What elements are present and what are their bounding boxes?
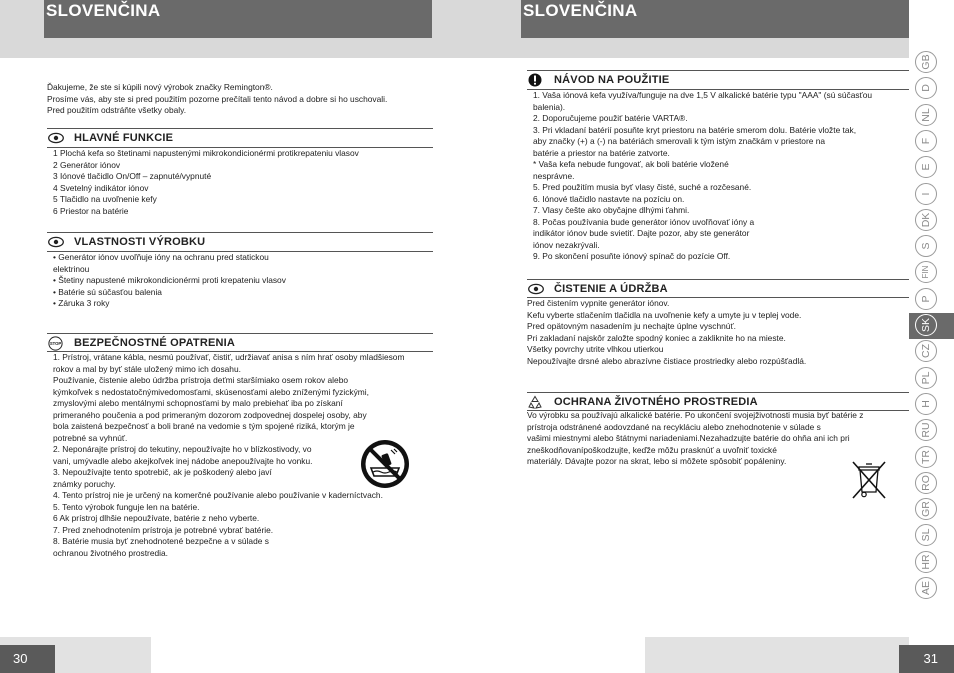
list-item: známky poruchy. bbox=[53, 478, 116, 489]
language-tab-label: S bbox=[920, 242, 932, 250]
language-tab-dk[interactable] bbox=[909, 208, 954, 234]
language-tab-h[interactable] bbox=[909, 392, 954, 418]
language-tab-ae[interactable] bbox=[909, 576, 954, 602]
environment-text bbox=[527, 410, 863, 468]
list-item: 6. Iónové tlačidlo nastavte na pozíciu on. bbox=[533, 193, 685, 204]
list-item: • Záruka 3 roky bbox=[53, 298, 110, 308]
language-tab-label: D bbox=[920, 84, 932, 93]
list-item: vani, umývadle alebo akejkoľvek inej nádobe anepoužívajte ho vonku. bbox=[53, 455, 313, 466]
footer-band bbox=[645, 637, 909, 673]
list-item: 4 Svetelný indikátor iónov bbox=[53, 182, 149, 193]
language-tab-ru[interactable] bbox=[909, 418, 954, 444]
section-title: BEZPEČNOSTNÉ OPATRENIA bbox=[74, 337, 236, 349]
language-tab-label: SL bbox=[920, 528, 932, 542]
list-item: 1. Vaša iónová kefa využíva/funguje na dve 1,5 V alkalické batérie typu "AAA" (sú súčasťou bbox=[533, 90, 873, 100]
paragraph-line: vašimi miestnymi alebo štátnymi nariadeniami.Nezahadzujte batérie do ohňa ani ich pri bbox=[527, 433, 850, 443]
list-item: ochranou životného prostredia. bbox=[53, 547, 168, 558]
weee-bin-icon bbox=[850, 460, 888, 500]
list-item: Všetky povrchy utrite vlhkou utierkou bbox=[527, 344, 664, 354]
stop-icon-text: STOP bbox=[49, 341, 62, 347]
section-header-features bbox=[47, 128, 433, 146]
intro-text bbox=[47, 82, 387, 117]
list-item: batérie a priestor na batérie zatvorte. bbox=[533, 147, 670, 158]
list-item: 6 Ak prístroj dlhšie nepoužívate, batérie z neho vyberte. bbox=[53, 513, 260, 523]
list-item: Pred čistením vypnite generátor iónov. bbox=[527, 298, 670, 308]
language-tab-label: NL bbox=[920, 107, 932, 122]
language-tab-label: SK bbox=[920, 318, 932, 333]
section-header-properties bbox=[47, 232, 433, 250]
page-number: 31 bbox=[923, 651, 938, 666]
safety-list bbox=[53, 352, 404, 559]
properties-list bbox=[53, 252, 286, 310]
right-page bbox=[477, 0, 954, 673]
list-item: 5. Pred použitím musia byť vlasy čisté, suché a rozčesané. bbox=[533, 182, 752, 192]
list-item: • Generátor iónov uvoľňuje ióny na ochranu pred statickou bbox=[53, 252, 269, 262]
language-tab-label: E bbox=[920, 163, 932, 171]
list-item: 7. Pred znehodnotením prístroja je potrebné vybrať batérie. bbox=[53, 524, 274, 535]
list-item: 2. Neponárajte prístroj do tekutiny, nepoužívajte ho v blízkostivody, vo bbox=[53, 444, 312, 454]
language-tab-label: RU bbox=[920, 422, 932, 438]
recycle-icon bbox=[528, 395, 542, 409]
list-item: Kefu vyberte stlačením tlačidla na uvoľnenie kefy a umyte ju v teplej vode. bbox=[527, 309, 802, 320]
list-item: rokov a mal by byť stále uložený mimo ich dosahu. bbox=[53, 363, 241, 374]
list-item: zmyslovými alebo mentálnymi schopnosťami by malo prebiehať iba po získaní bbox=[53, 398, 343, 408]
list-item: 8. Počas používania bude generátor iónov uvoľňovať ióny a bbox=[533, 216, 755, 227]
paragraph-line: prístroja odstránené aodovzdané na recykláciu alebo znehodnotenie v súlade s bbox=[527, 421, 821, 432]
page-title: SLOVENČINA bbox=[46, 1, 161, 20]
list-item: 5. Tento výrobok funguje len na batérie. bbox=[53, 501, 200, 512]
section-title: ČISTENIE A ÚDRŽBA bbox=[554, 283, 668, 295]
language-tab-gr[interactable] bbox=[909, 497, 954, 523]
list-item: 4. Tento prístroj nie je určený na komerčné používanie alebo používanie v kaderníctvach. bbox=[53, 490, 383, 500]
eye-icon bbox=[48, 132, 64, 144]
list-item: * Vaša kefa nebude fungovať, ak boli batérie vložené bbox=[533, 159, 729, 169]
cleaning-list bbox=[527, 298, 806, 367]
language-tab-label: TR bbox=[920, 449, 932, 464]
list-item: elektrinou bbox=[53, 263, 90, 274]
language-tab-pl[interactable] bbox=[909, 366, 954, 392]
info-icon bbox=[528, 73, 542, 87]
language-tab-sl[interactable] bbox=[909, 523, 954, 549]
eye-icon bbox=[48, 236, 64, 248]
page-number: 30 bbox=[13, 651, 28, 666]
language-tab-f[interactable] bbox=[909, 129, 954, 155]
language-tab-label: FIN bbox=[921, 265, 930, 279]
page-title-bar bbox=[521, 0, 909, 38]
list-item: 9. Po skončení posuňte iónový spínač do pozície Off. bbox=[533, 251, 731, 261]
section-header-safety bbox=[47, 333, 433, 351]
instructions-list bbox=[533, 90, 872, 263]
page-number-box bbox=[0, 645, 55, 673]
language-tab-s[interactable] bbox=[909, 234, 954, 260]
list-item: 8. Batérie musia byť znehodnotené bezpečne a v súlade s bbox=[53, 536, 269, 546]
language-tab-cz[interactable] bbox=[909, 339, 954, 365]
language-tab-e[interactable] bbox=[909, 155, 954, 181]
language-tab-label: CZ bbox=[920, 344, 932, 359]
intro-line: Ďakujeme, že ste si kúpili nový výrobok značky Remington®. bbox=[47, 82, 273, 92]
language-tab-i[interactable] bbox=[909, 182, 954, 208]
language-tab-label: AE bbox=[920, 581, 932, 596]
list-item: 2 Generátor iónov bbox=[53, 159, 121, 170]
features-list bbox=[53, 148, 359, 217]
list-item: Nepoužívajte drsné alebo abrazívne čistiace prostriedky alebo rozpúšťadlá. bbox=[527, 355, 807, 366]
intro-line: Pred použitím odstráňte všetky obaly. bbox=[47, 105, 187, 115]
list-item: 3 Iónové tlačidlo On/Off – zapnuté/vypnuté bbox=[53, 171, 212, 181]
language-tab-nl[interactable] bbox=[909, 103, 954, 129]
intro-line: Prosíme vás, aby ste si pred použitím pozorne prečítali tento návod a dobre si ho uschovali. bbox=[47, 93, 388, 104]
list-item: bola zaistená bezpečnosť a boli brané na vedomie s tým spojené riziká, ktorým je bbox=[53, 421, 355, 431]
list-item: Pri zakladaní najskôr založte spodný koniec a zakliknite ho na mieste. bbox=[527, 332, 786, 343]
paragraph-line: zneškodňovanípoškodzujte, keďže môžu prasknúť a uvoľniť toxické bbox=[527, 444, 777, 455]
language-tab-label: GR bbox=[920, 501, 932, 517]
language-tab-gb[interactable] bbox=[909, 50, 954, 76]
paragraph-line: materiály. Dávajte pozor na skrat, lebo si môžete spôsobiť popáleniny. bbox=[527, 456, 787, 466]
section-title: NÁVOD NA POUŽITIE bbox=[554, 74, 670, 86]
list-item: 2. Doporučujeme použiť batérie VARTA®. bbox=[533, 113, 688, 123]
section-header-environment bbox=[527, 392, 909, 410]
language-tab-label: DK bbox=[920, 212, 932, 228]
list-item: 1. Prístroj, vrátane kábla, nesmú používať, čistiť, udržiavať anisa s ním hrať osoby mladšiesom bbox=[53, 352, 405, 362]
section-title: OCHRANA ŽIVOTNÉHO PROSTREDIA bbox=[554, 396, 758, 408]
page-title: SLOVENČINA bbox=[523, 1, 638, 20]
section-header-instructions bbox=[527, 70, 909, 88]
section-title: HLAVNÉ FUNKCIE bbox=[74, 132, 174, 144]
language-tab-d[interactable] bbox=[909, 76, 954, 102]
language-tab-sk[interactable] bbox=[909, 313, 954, 339]
language-tab-hr[interactable] bbox=[909, 550, 954, 576]
language-tab-label: I bbox=[920, 192, 932, 195]
list-item: • Štetiny napustené mikrokondicionérmi proti krepateniu vlasov bbox=[53, 275, 286, 285]
list-item: 5 Tlačidlo na uvoľnenie kefy bbox=[53, 194, 157, 204]
language-tab-label: RO bbox=[920, 474, 932, 491]
list-item: 1 Plochá kefa so štetinami napustenými mikrokondicionérmi protikrepateniu vlasov bbox=[53, 148, 359, 158]
language-tab-label: P bbox=[920, 295, 932, 303]
language-tab-tr[interactable] bbox=[909, 445, 954, 471]
language-tab-p[interactable] bbox=[909, 287, 954, 313]
section-header-cleaning bbox=[527, 279, 909, 297]
language-tab-label: GB bbox=[920, 54, 932, 70]
list-item: balenia). bbox=[533, 101, 566, 112]
section-title: VLASTNOSTI VÝROBKU bbox=[74, 236, 206, 248]
language-tab-label: PL bbox=[920, 371, 932, 385]
language-tab-fin[interactable] bbox=[909, 260, 954, 286]
list-item: • Batérie sú súčasťou balenia bbox=[53, 286, 162, 297]
no-bath-water-icon bbox=[359, 438, 411, 490]
eye-icon bbox=[528, 283, 544, 295]
page-number-box bbox=[899, 645, 954, 673]
list-item: 3. Pri vkladaní batérií posuňte kryt priestoru na batérie smerom dolu. Batérie vložte tak, bbox=[533, 124, 857, 135]
page-title-bar bbox=[44, 0, 432, 38]
language-tab-label: F bbox=[920, 137, 932, 145]
list-item: 6 Priestor na batérie bbox=[53, 205, 129, 216]
language-tab-ro[interactable] bbox=[909, 471, 954, 497]
stop-icon bbox=[48, 336, 63, 351]
list-item: aby značky (+) a (-) na batériách smerovali k tým istým značkám v priestore na bbox=[533, 136, 826, 146]
language-tab-label: H bbox=[920, 400, 932, 408]
list-item: kýmkoľvek s nedostatočnýmivedomosťami, skúsenosťami alebo zníženými fyzickými, bbox=[53, 386, 369, 397]
list-item: iónov nezakrývali. bbox=[533, 239, 600, 250]
list-item: primeraného poučenia a pod primeraným dozorom zodpovednej dospelej osoby, aby bbox=[53, 409, 367, 420]
list-item: 7. Vlasy češte ako obyčajne dlhými ťahmi. bbox=[533, 205, 690, 215]
language-tab-label: HR bbox=[920, 554, 932, 570]
list-item: Pred opätovným nasadením ju nechajte úplne vyschnúť. bbox=[527, 321, 736, 331]
list-item: potrebné sa vyhnúť. bbox=[53, 432, 128, 443]
list-item: nesprávne. bbox=[533, 170, 575, 181]
list-item: Používanie, čistenie alebo údržba prístroja deťmi staršímiako osem rokov alebo bbox=[53, 375, 349, 385]
list-item: 3. Nepoužívajte tento spotrebič, ak je poškodený alebo javí bbox=[53, 467, 272, 477]
list-item: indikátor iónov bude svietiť. Dajte pozor, aby ste generátor bbox=[533, 228, 750, 238]
paragraph-line: Vo výrobku sa používajú alkalické batérie. Po ukončení svojejživotnosti musia byť batérie z bbox=[527, 410, 864, 420]
